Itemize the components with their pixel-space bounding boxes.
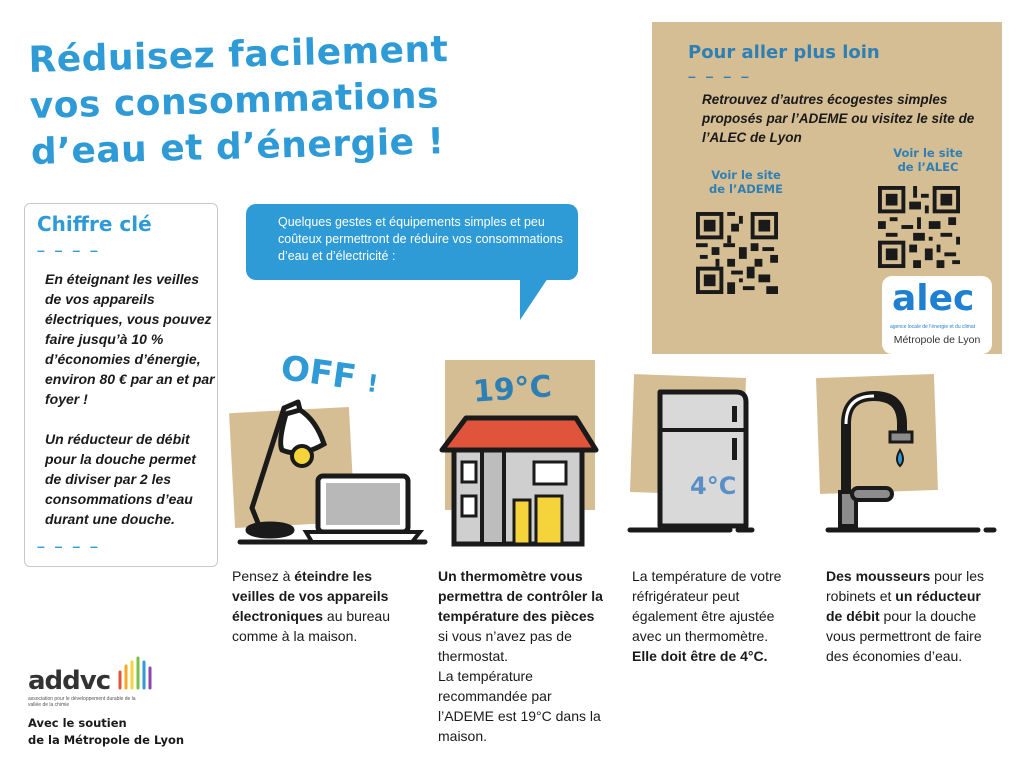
support-notice [28, 715, 184, 749]
lamp-laptop-illustration [230, 390, 430, 550]
support-notice-line-1: Avec le soutien [28, 716, 127, 730]
addvc-colorful-mark-icon [114, 648, 154, 696]
qr-ademe-label-line-1: Voir le site [711, 168, 781, 182]
caption-fridge [632, 566, 802, 666]
key-figure-paragraph-1: En éteignant les veilles de vos appareils électriques, vous pouvez faire jusqu’à 10 % d’économies d’énergie, environ 80 € par an et par foyer ! [45, 271, 215, 407]
qr-alec-label-line-1: Voir le site [893, 146, 963, 160]
key-figure-heading: Chiffre clé [37, 212, 152, 236]
title-line-1: Réduisez facilement [28, 29, 449, 81]
alec-logo-text: alec [892, 278, 975, 319]
qr-code-alec[interactable] [878, 186, 960, 268]
caption-standby-bold: éteindre les veilles de vos appareils électroniques [232, 568, 389, 624]
off-exclamation: ! [365, 369, 380, 399]
key-figure-dashes-top: – – – – [37, 242, 101, 258]
caption-standby [232, 566, 412, 646]
info-description: Retrouvez d’autres écogestes simples proposés par l’ADEME ou visitez le site de l’ALEC de Lyon [702, 92, 975, 145]
caption-fridge-bold: Elle doit être de 4°C. [632, 648, 768, 664]
info-dashes: – – – – [688, 68, 752, 84]
caption-standby-pre: Pensez à [232, 568, 295, 584]
key-figure-box [24, 203, 218, 567]
caption-thermometer-extra: La température recommandée par l’ADEME est 19°C dans la maison. [438, 668, 601, 744]
addvc-logo[interactable] [28, 648, 154, 708]
caption-standby-post: au bureau comme à la maison. [232, 608, 390, 644]
page-title [28, 26, 471, 175]
addvc-name: addvc [28, 666, 111, 696]
addvc-subtitle: association pour le développement durable de la vallée de la chimie [28, 696, 136, 708]
caption-aerators [826, 566, 996, 666]
key-figure-text [45, 269, 215, 549]
fridge-illustration [626, 384, 766, 544]
caption-aerators-bold-1: Des mousseurs [826, 568, 931, 584]
caption-thermometer-post: si vous n’avez pas de thermostat. [438, 628, 572, 664]
faucet-illustration [818, 384, 998, 544]
key-figure-paragraph-2: Un réducteur de débit pour la douche permet de diviser par 2 les consommations d’eau durant une douche. [45, 431, 196, 527]
title-line-3: d’eau et d’énergie ! [30, 121, 446, 173]
qr-alec-label [878, 146, 978, 174]
intro-bubble [246, 204, 578, 280]
caption-thermometer-bold: Un thermomètre vous permettra de contrôler la température des pièces [438, 568, 603, 624]
house-illustration [436, 410, 606, 550]
qr-ademe-label-line-2: de l’ADEME [709, 182, 783, 196]
caption-thermometer [438, 566, 608, 746]
intro-bubble-text: Quelques gestes et équipements simples et peu coûteux permettront de réduire vos consommations d’eau et d’électricité : [278, 215, 563, 263]
caption-aerators-post: pour la douche vous permettront de faire des économies d’eau. [826, 608, 982, 664]
off-text: OFF [278, 348, 359, 399]
caption-fridge-text: La température de votre réfrigérateur peut également être ajustée avec un thermomètre. [632, 568, 782, 644]
alec-tagline: agence locale de l’énergie et du climat [890, 324, 976, 330]
caption-aerators-mid: pour les robinets et [826, 568, 984, 604]
qr-alec-label-line-2: de l’ALEC [897, 160, 959, 174]
info-heading: Pour aller plus loin [688, 42, 880, 63]
caption-aerators-bold-2: un réducteur de débit [826, 588, 981, 624]
temp-4-sticker: 4°C [690, 472, 737, 500]
temp-19-sticker: 19°C [471, 369, 553, 410]
qr-ademe-label [696, 168, 796, 196]
qr-code-ademe[interactable] [696, 212, 778, 294]
alec-logo[interactable] [882, 276, 992, 354]
support-notice-line-2: de la Métropole de Lyon [28, 733, 185, 747]
key-figure-dashes-bottom: – – – – [37, 538, 101, 554]
intro-bubble-tail [520, 278, 548, 320]
title-line-2: vos consommations [29, 75, 440, 127]
alec-metropole: Métropole de Lyon [893, 334, 981, 346]
